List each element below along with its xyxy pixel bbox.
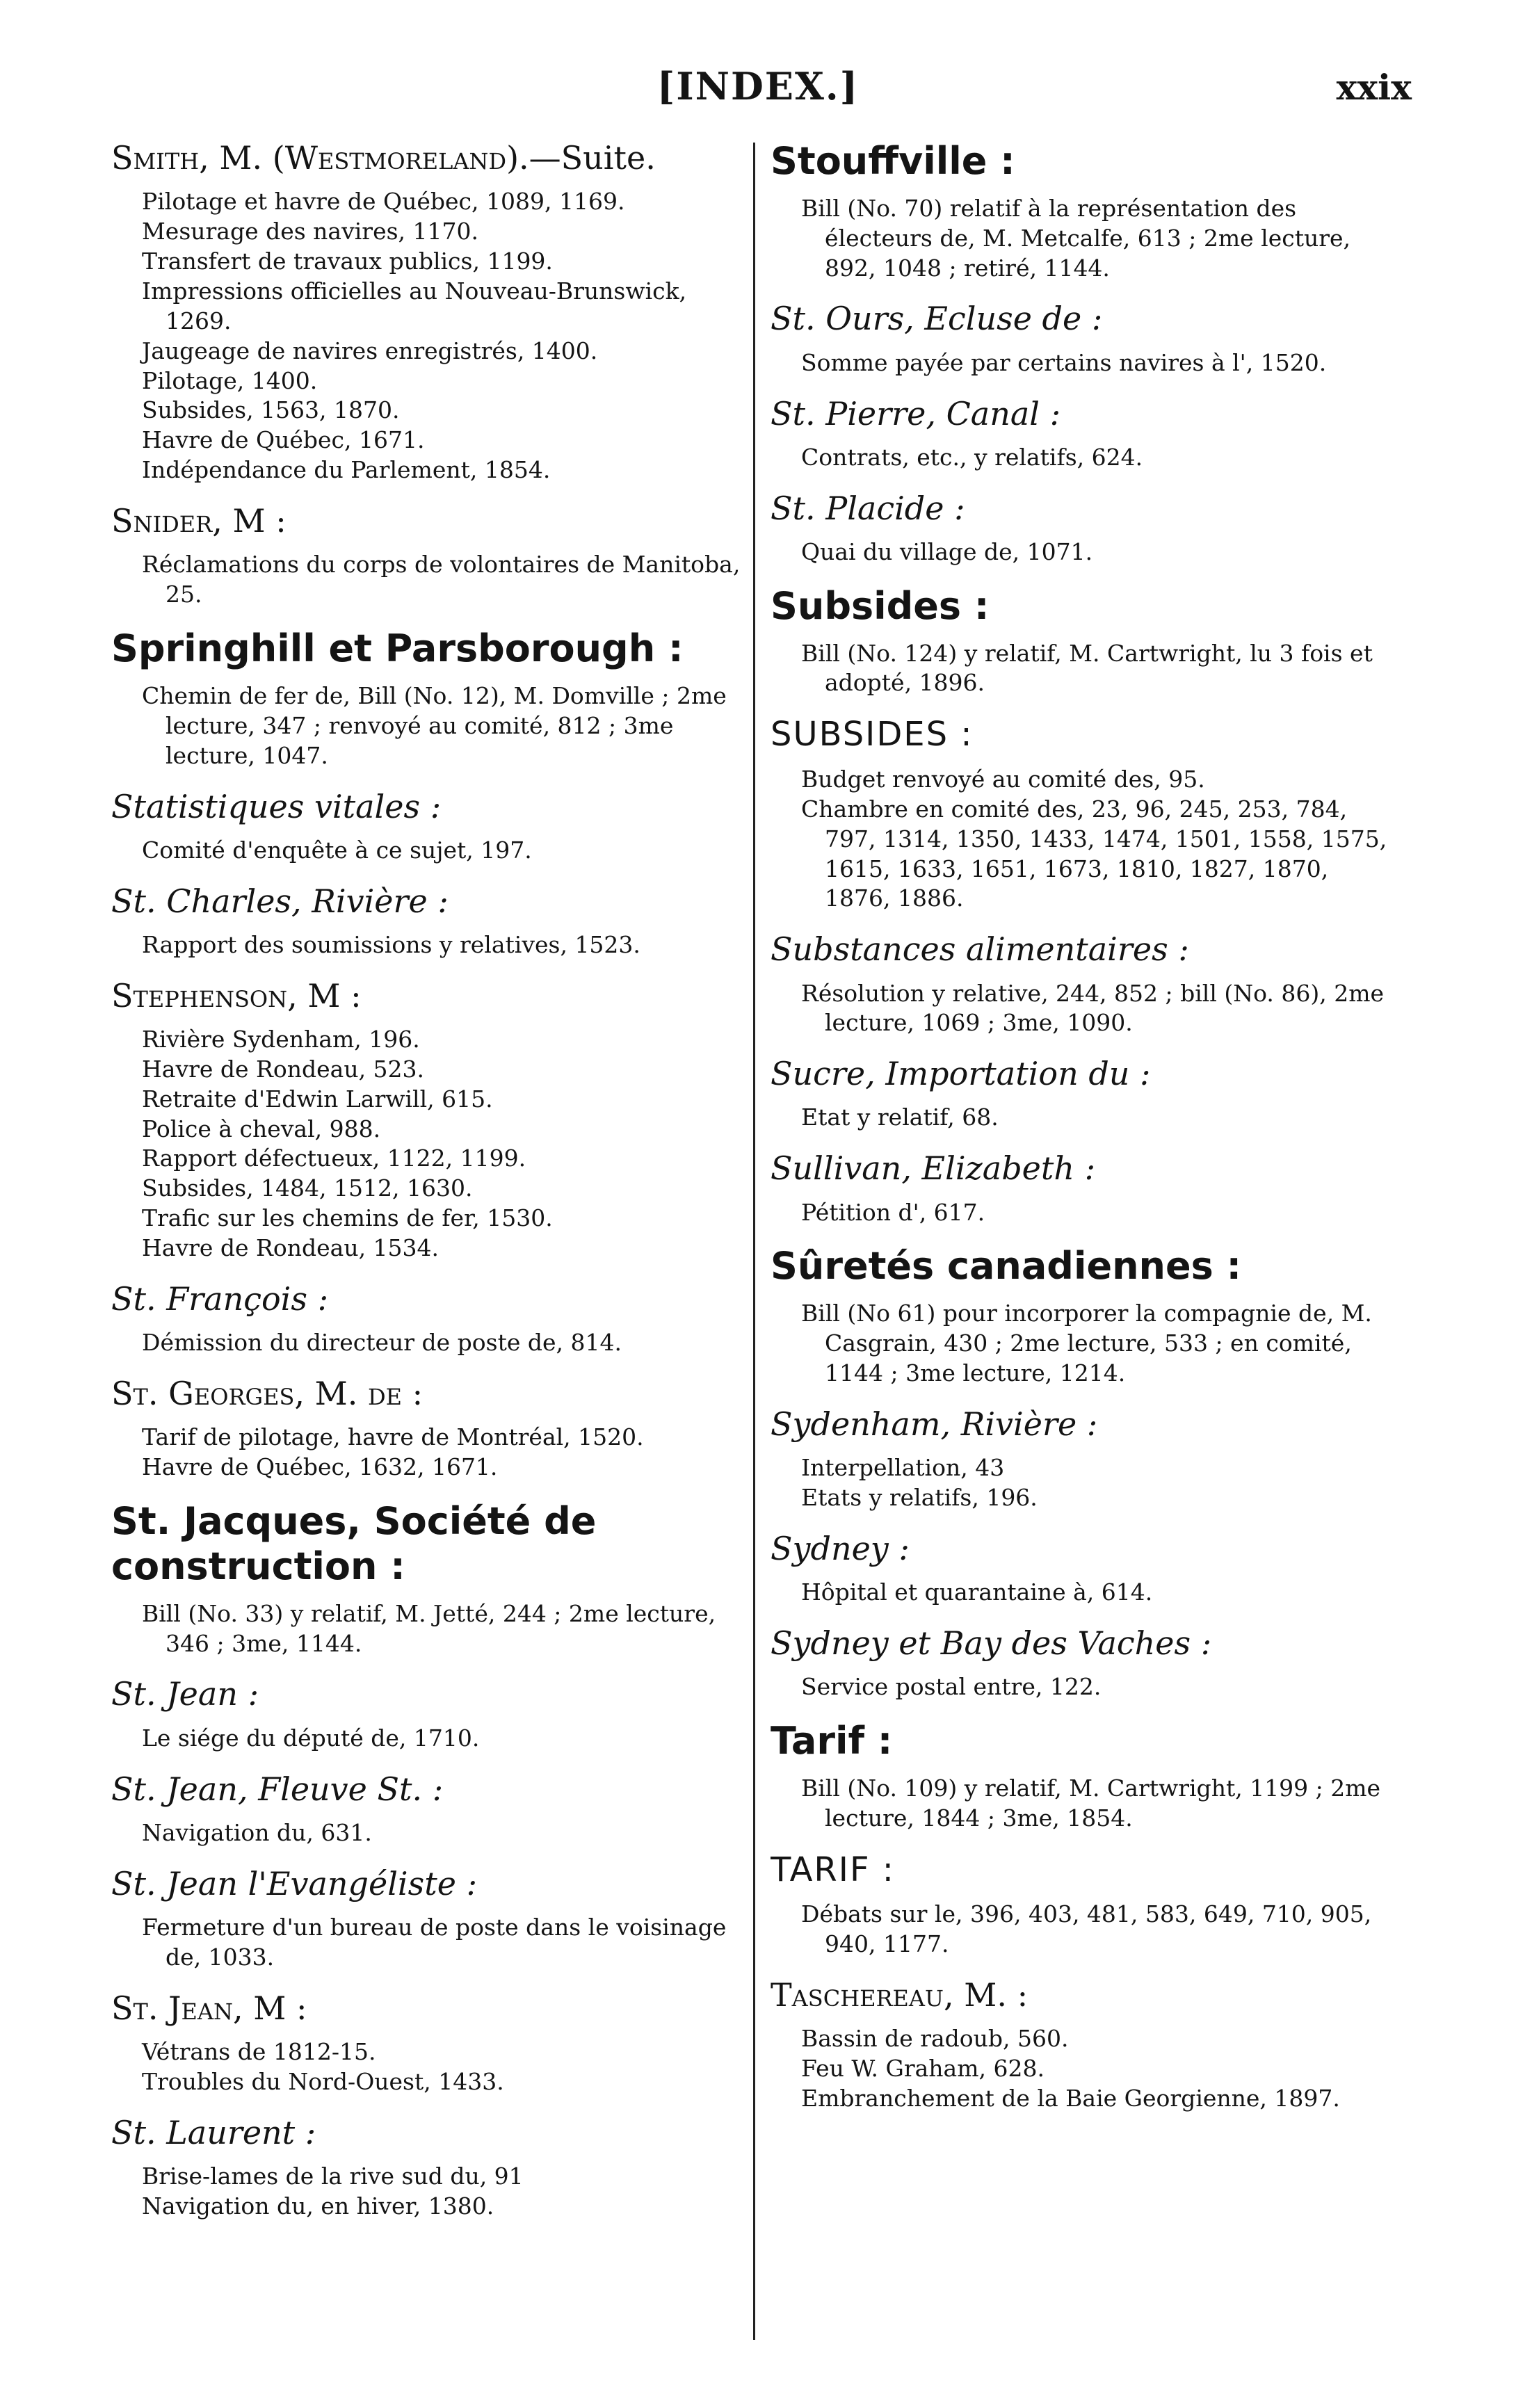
index-entry bbox=[111, 139, 748, 485]
entry-item: Bill (No. 109) y relatif, M. Cartwright, 1199 ; 2me lecture, 1844 ; 3me, 1854. bbox=[801, 1774, 1381, 1832]
entry-heading-text: Statistiques vitales : bbox=[111, 787, 442, 825]
entry-item: Le siége du député de, 1710. bbox=[142, 1724, 480, 1752]
entry-heading-text: Sydney et Bay des Vaches : bbox=[771, 1624, 1212, 1662]
entry-heading bbox=[771, 930, 1396, 969]
entry-heading bbox=[771, 490, 1396, 528]
entry-heading bbox=[771, 1055, 1396, 1093]
entry-item: Somme payée par certains navires à l', 1520. bbox=[801, 348, 1327, 376]
index-entry bbox=[771, 1055, 1396, 1133]
index-entry bbox=[111, 1675, 748, 1753]
entry-item: Démission du directeur de poste de, 814. bbox=[142, 1329, 622, 1357]
entry-item: Bassin de radoub, 560. bbox=[801, 2025, 1069, 2053]
entry-heading-text: St. Jean, M : bbox=[111, 1989, 307, 2027]
entry-heading-text: Sydney : bbox=[771, 1529, 910, 1567]
entry-heading-text: Sydenham, Rivière : bbox=[771, 1405, 1098, 1443]
index-entry bbox=[771, 715, 1396, 914]
entry-heading bbox=[771, 1405, 1396, 1444]
entry-heading bbox=[771, 1850, 1396, 1891]
entry-heading-text: Snider, M : bbox=[111, 502, 287, 540]
index-entry bbox=[771, 1149, 1396, 1227]
entry-heading bbox=[111, 502, 748, 540]
index-entry bbox=[771, 1624, 1396, 1702]
entry-item: Transfert de travaux publics, 1199. bbox=[142, 247, 553, 275]
entry-item: Havre de Rondeau, 523. bbox=[142, 1055, 425, 1083]
index-column-left bbox=[111, 139, 748, 2385]
entry-item: Retraite d'Edwin Larwill, 615. bbox=[142, 1085, 493, 1113]
index-entry bbox=[111, 882, 748, 960]
entry-item: Interpellation, 43 bbox=[801, 1454, 1005, 1482]
index-entry bbox=[111, 2114, 748, 2222]
entry-item: Police à cheval, 988. bbox=[142, 1115, 381, 1142]
entry-item: Contrats, etc., y relatifs, 624. bbox=[801, 443, 1143, 471]
entry-item: Etats y relatifs, 196. bbox=[801, 1484, 1038, 1511]
entry-heading bbox=[771, 1149, 1396, 1188]
entry-heading-text: St. Laurent : bbox=[111, 2113, 316, 2151]
index-entry bbox=[771, 1976, 1396, 2114]
entry-item: Chambre en comité des, 23, 96, 245, 253, 784, 797, 1314, 1350, 1433, 1474, 1501, 1558, 1575, 1615, 1633, 1651, 1673, 1810, 1827, 1870, 1876, 1886. bbox=[801, 795, 1387, 912]
entry-item: Subsides, 1563, 1870. bbox=[142, 396, 400, 424]
entry-heading bbox=[111, 627, 748, 672]
entry-heading bbox=[771, 1624, 1396, 1663]
entry-item: Feu W. Graham, 628. bbox=[801, 2055, 1045, 2083]
entry-item: Comité d'enquête à ce sujet, 197. bbox=[142, 836, 532, 864]
index-entry bbox=[771, 1405, 1396, 1513]
entry-item: Chemin de fer de, Bill (No. 12), M. Domville ; 2me lecture, 347 ; renvoyé au comité, 812 ; 3me lecture, 1047. bbox=[142, 681, 727, 769]
entry-heading-suffix: —Suite. bbox=[529, 139, 656, 177]
entry-heading-text: Taschereau, M. : bbox=[771, 1976, 1029, 2014]
entry-heading-text: Tarif : bbox=[771, 1719, 893, 1763]
entry-heading-text: St. Jean, Fleuve St. : bbox=[111, 1770, 444, 1808]
entry-heading-text: Sûretés canadiennes : bbox=[771, 1244, 1242, 1288]
entry-heading bbox=[111, 788, 748, 826]
entry-item: Pétition d', 617. bbox=[801, 1198, 985, 1226]
index-entry bbox=[771, 300, 1396, 378]
entry-item: Fermeture d'un bureau de poste dans le voisinage de, 1033. bbox=[142, 1913, 727, 1971]
entry-heading-text: Smith, M. (Westmoreland). bbox=[111, 139, 529, 177]
entry-heading-text: Subsides : bbox=[771, 583, 990, 628]
entry-heading bbox=[111, 139, 748, 177]
entry-heading-text: St. Georges, M. de : bbox=[111, 1375, 424, 1413]
entry-item: Havre de Québec, 1632, 1671. bbox=[142, 1453, 498, 1481]
page-number: xxix bbox=[1336, 67, 1412, 108]
entry-item: Mesurage des navires, 1170. bbox=[142, 218, 478, 245]
index-entry bbox=[771, 930, 1396, 1038]
index-entry bbox=[111, 977, 748, 1263]
entry-heading bbox=[771, 1976, 1396, 2014]
entry-heading-text: SUBSIDES : bbox=[771, 715, 974, 754]
entry-heading bbox=[111, 1499, 748, 1590]
entry-item: Brise-lames de la rive sud du, 91 bbox=[142, 2162, 524, 2190]
entry-item: Havre de Québec, 1671. bbox=[142, 426, 425, 454]
entry-item: Embranchement de la Baie Georgienne, 1897. bbox=[801, 2084, 1340, 2112]
entry-item: Résolution y relative, 244, 852 ; bill (No. 86), 2me lecture, 1069 ; 3me, 1090. bbox=[801, 979, 1385, 1037]
entry-heading bbox=[771, 300, 1396, 338]
page-header bbox=[0, 64, 1516, 127]
entry-item: Jaugeage de navires enregistrés, 1400. bbox=[142, 337, 598, 364]
index-entry bbox=[111, 1280, 748, 1358]
entry-item: Rapport des soumissions y relatives, 1523. bbox=[142, 930, 640, 958]
entry-item: Budget renvoyé au comité des, 95. bbox=[801, 765, 1205, 793]
entry-heading bbox=[111, 1865, 748, 1903]
entry-heading-text: St. Placide : bbox=[771, 489, 965, 527]
index-entry bbox=[771, 395, 1396, 473]
entry-item: Pilotage, 1400. bbox=[142, 366, 318, 394]
index-entry bbox=[111, 1770, 748, 1848]
entry-item: Bill (No 61) pour incorporer la compagnie de, M. Casgrain, 430 ; 2me lecture, 533 ; en comité, 1144 ; 3me lecture, 1214. bbox=[801, 1300, 1372, 1387]
entry-item: Vétrans de 1812-15. bbox=[142, 2037, 376, 2065]
entry-heading bbox=[111, 1280, 748, 1318]
entry-item: Bill (No. 33) y relatif, M. Jetté, 244 ; 2me lecture, 346 ; 3me, 1144. bbox=[142, 1599, 716, 1657]
index-entry bbox=[111, 502, 748, 610]
index-entry bbox=[111, 1989, 748, 2097]
entry-heading-text: St. Jean l'Evangéliste : bbox=[111, 1864, 478, 1902]
index-entry bbox=[771, 490, 1396, 567]
entry-heading bbox=[111, 882, 748, 921]
index-column-right bbox=[771, 139, 1396, 2385]
entry-heading bbox=[111, 1989, 748, 2028]
entry-heading-text: St. Pierre, Canal : bbox=[771, 394, 1061, 433]
entry-heading-text: St. Ours, Ecluse de : bbox=[771, 300, 1103, 338]
entry-item: Havre de Rondeau, 1534. bbox=[142, 1234, 440, 1262]
entry-heading bbox=[111, 1770, 748, 1809]
column-divider bbox=[753, 143, 755, 2340]
entry-item: Indépendance du Parlement, 1854. bbox=[142, 456, 551, 484]
entry-item: Subsides, 1484, 1512, 1630. bbox=[142, 1174, 473, 1202]
index-entry bbox=[111, 788, 748, 866]
entry-item: Débats sur le, 396, 403, 481, 583, 649, 710, 905, 940, 1177. bbox=[801, 1900, 1372, 1958]
entry-item: Réclamations du corps de volontaires de Manitoba, 25. bbox=[142, 551, 741, 608]
entry-item: Navigation du, en hiver, 1380. bbox=[142, 2192, 494, 2220]
entry-item: Bill (No. 70) relatif à la représentation des électeurs de, M. Metcalfe, 613 ; 2me lecture, 892, 1048 ; retiré, 1144. bbox=[801, 194, 1351, 282]
entry-heading-text: TARIF : bbox=[771, 1850, 895, 1889]
entry-heading bbox=[771, 584, 1396, 629]
entry-heading bbox=[771, 1530, 1396, 1568]
entry-heading bbox=[111, 977, 748, 1015]
entry-heading-text: Stephenson, M : bbox=[111, 976, 362, 1015]
entry-heading-text: Sucre, Importation du : bbox=[771, 1055, 1151, 1093]
entry-heading-text: Sullivan, Elizabeth : bbox=[771, 1149, 1096, 1188]
index-entry bbox=[771, 1719, 1396, 1834]
entry-item: Etat y relatif, 68. bbox=[801, 1104, 999, 1131]
index-entry bbox=[771, 1244, 1396, 1388]
entry-item: Rapport défectueux, 1122, 1199. bbox=[142, 1145, 526, 1172]
entry-heading-text: Springhill et Parsborough : bbox=[111, 627, 684, 671]
entry-item: Quai du village de, 1071. bbox=[801, 538, 1093, 565]
entry-item: Bill (No. 124) y relatif, M. Cartwright, lu 3 fois et adopté, 1896. bbox=[801, 639, 1373, 697]
index-entry bbox=[771, 584, 1396, 699]
entry-heading-text: Substances alimentaires : bbox=[771, 930, 1189, 969]
entry-heading bbox=[771, 395, 1396, 433]
entry-heading bbox=[771, 1244, 1396, 1289]
index-entry bbox=[771, 1850, 1396, 1959]
entry-item: Hôpital et quarantaine à, 614. bbox=[801, 1578, 1153, 1606]
entry-item: Pilotage et havre de Québec, 1089, 1169. bbox=[142, 188, 625, 216]
index-entry bbox=[771, 139, 1396, 283]
entry-item: Rivière Sydenham, 196. bbox=[142, 1025, 420, 1053]
entry-item: Impressions officielles au Nouveau-Brunswick, 1269. bbox=[142, 277, 687, 334]
entry-item: Tarif de pilotage, havre de Montréal, 1520. bbox=[142, 1423, 644, 1451]
index-entry bbox=[111, 1499, 748, 1658]
index-entry bbox=[111, 627, 748, 770]
entry-item: Trafic sur les chemins de fer, 1530. bbox=[142, 1204, 553, 1232]
index-entry bbox=[771, 1530, 1396, 1608]
index-entry bbox=[111, 1865, 748, 1973]
entry-heading-text: St. Jacques, Société de construction : bbox=[111, 1499, 597, 1588]
entry-heading bbox=[771, 1719, 1396, 1764]
entry-heading bbox=[771, 715, 1396, 755]
entry-item: Troubles du Nord-Ouest, 1433. bbox=[142, 2067, 504, 2095]
entry-heading bbox=[771, 139, 1396, 184]
entry-item: Service postal entre, 122. bbox=[801, 1673, 1102, 1701]
index-entry bbox=[111, 1375, 748, 1482]
entry-heading bbox=[111, 1675, 748, 1713]
entry-heading-text: St. François : bbox=[111, 1280, 329, 1318]
entry-heading-text: St. Charles, Rivière : bbox=[111, 882, 449, 920]
entry-item: Navigation du, 631. bbox=[142, 1818, 372, 1846]
entry-heading bbox=[111, 2114, 748, 2152]
entry-heading-text: St. Jean : bbox=[111, 1675, 259, 1713]
entry-heading-text: Stouffville : bbox=[771, 139, 1015, 183]
entry-heading bbox=[111, 1375, 748, 1413]
running-title: [INDEX.] bbox=[656, 64, 860, 108]
